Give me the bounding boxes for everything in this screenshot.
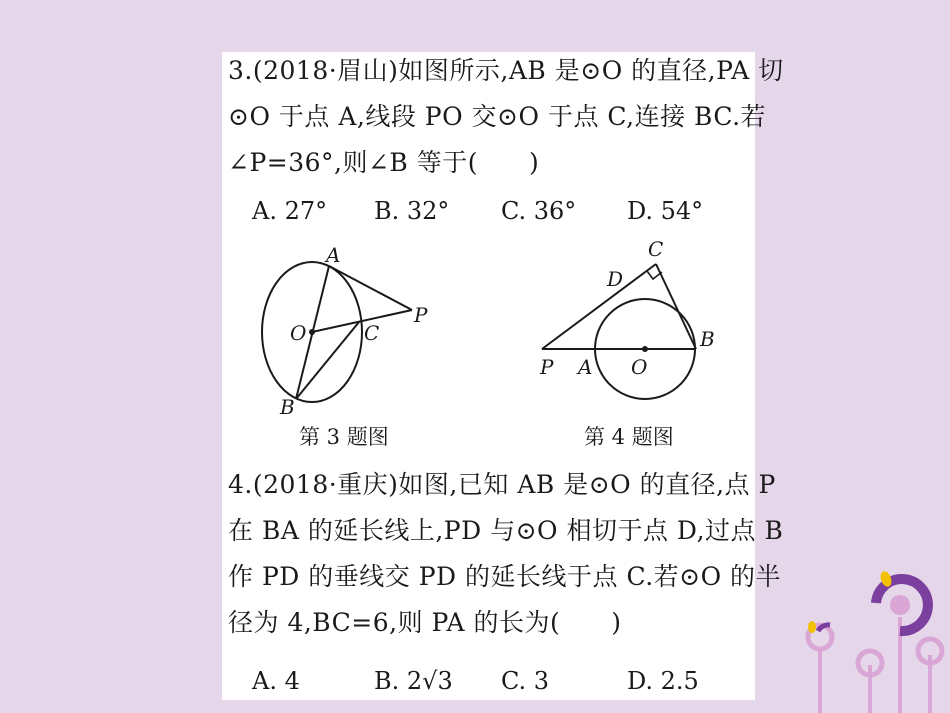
q3-option-d: D. 54° [627,197,704,225]
q3-label-c: C [364,321,380,345]
q4-label-p: P [540,355,554,379]
q4-label-b: B [700,327,715,351]
q4-option-c: C. 3 [501,667,550,695]
q3-tangent-pa [329,266,412,310]
q3-center-dot [309,329,315,335]
q4-option-d: D. 2.5 [627,667,699,695]
q3-line-3: ∠P=36°,则∠B 等于( ) [228,148,540,177]
q3-figure-caption: 第 3 题图 [299,425,389,449]
q3-label-b: B [280,395,295,419]
q3-line-1: 3.(2018·眉山)如图所示,AB 是⊙O 的直径,PA 切 [228,56,784,85]
q4-line-4: 径为 4,BC=6,则 PA 的长为( ) [228,608,622,637]
q4-option-b: B. 2√3 [374,667,453,695]
worksheet-page [222,52,784,700]
q3-label-o: O [290,321,307,345]
q3-option-c: C. 36° [501,197,577,225]
q4-label-o: O [631,355,648,379]
q4-line-2: 在 BA 的延长线上,PD 与⊙O 相切于点 D,过点 B [228,516,784,545]
q4-label-a: A [578,355,593,379]
q4-segment-bc [656,264,696,349]
q4-option-a: A. 4 [252,667,300,695]
q4-line-1: 4.(2018·重庆)如图,已知 AB 是⊙O 的直径,点 P [228,470,776,499]
q4-line-3: 作 PD 的垂线交 PD 的延长线于点 C.若⊙O 的半 [228,562,782,591]
q3-label-p: P [414,303,428,327]
q4-line-pc [542,264,656,349]
q4-figure-caption: 第 4 题图 [584,425,674,449]
q3-line-2: ⊙O 于点 A,线段 PO 交⊙O 于点 C,连接 BC.若 [228,102,767,131]
decorative-ornament-icon [790,555,950,713]
q3-option-a: A. 27° [252,197,328,225]
q3-option-b: B. 32° [374,197,450,225]
q4-label-d: D [607,267,624,291]
q4-label-c: C [648,237,664,261]
q4-center-dot [642,346,648,352]
q3-label-a: A [326,243,341,267]
